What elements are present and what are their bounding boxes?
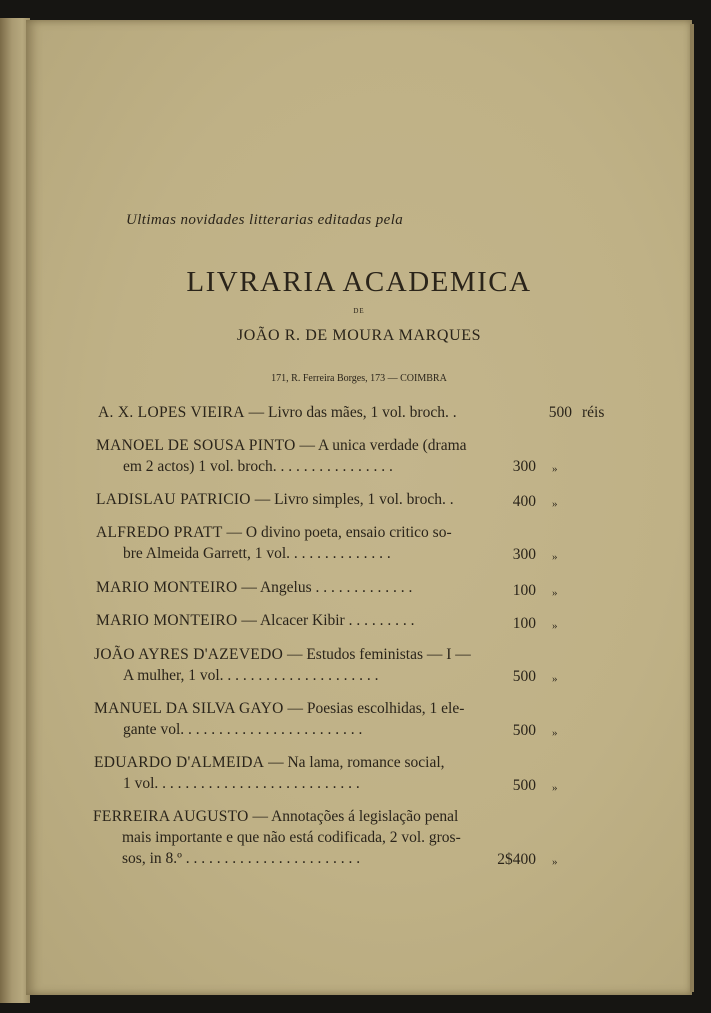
entry-description: — Na lama, romance social, xyxy=(264,754,445,771)
entry-unit: » xyxy=(552,463,558,475)
entry-price: 100 xyxy=(512,615,536,632)
entry-price: 500 xyxy=(512,777,536,794)
entry-unit: » xyxy=(552,782,558,794)
entry-description-cont: em 2 actos) 1 vol. broch. . . . . . . . . . . . . . . . xyxy=(123,458,393,475)
entry-unit: » xyxy=(552,673,558,685)
entry-unit: » xyxy=(552,727,558,739)
entry-price: 500 xyxy=(512,668,536,685)
book-page xyxy=(26,20,692,995)
publisher-address: 171, R. Ferreira Borges, 173 — COIMBRA xyxy=(271,373,447,384)
entry-description: — Poesias escolhidas, 1 ele- xyxy=(283,700,465,717)
entry-author: ALFREDO PRATT xyxy=(96,524,223,541)
entry-description: — Estudos feministas — I — xyxy=(283,646,471,663)
entry-description-cont: A mulher, 1 vol. . . . . . . . . . . . . . . . . . . . . xyxy=(123,667,379,684)
entry-author: MANOEL DE SOUSA PINTO xyxy=(96,437,296,454)
entry-description-cont: gante vol. . . . . . . . . . . . . . . . . . . . . . . . xyxy=(123,721,363,738)
entry-author: LADISLAU PATRICIO xyxy=(96,491,251,508)
entry-description: — O divino poeta, ensaio critico so- xyxy=(222,524,452,541)
entry-description: — Livro simples, 1 vol. broch. . xyxy=(250,491,454,508)
entry-author: EDUARDO D'ALMEIDA xyxy=(94,754,265,771)
entry-author: FERREIRA AUGUSTO xyxy=(93,808,249,825)
entry-price: 500 xyxy=(512,722,536,739)
page-title: LIVRARIA ACADEMICA xyxy=(186,266,532,298)
entry-author: MANUEL DA SILVA GAYO xyxy=(94,700,284,717)
entry-description: — Livro das mães, 1 vol. broch. . xyxy=(244,404,457,421)
entry-price: 500 xyxy=(548,404,572,421)
entry-unit: » xyxy=(552,587,558,599)
entry-unit: » xyxy=(552,551,558,563)
entry-description-cont: 1 vol. . . . . . . . . . . . . . . . . . . . . . . . . . . xyxy=(123,775,360,792)
intro-text: Ultimas novidades litterarias editadas pela xyxy=(126,212,404,228)
entry-description: — A unica verdade (drama xyxy=(295,437,467,454)
entry-unit: » xyxy=(552,856,558,868)
entry-price: 2$400 xyxy=(497,851,536,868)
entry-description-cont: bre Almeida Garrett, 1 vol. . . . . . . . . . . . . . xyxy=(123,545,391,562)
entry-price: 100 xyxy=(512,582,536,599)
entry-unit: » xyxy=(552,620,558,632)
publisher-name: JOÃO R. DE MOURA MARQUES xyxy=(236,327,482,344)
entry-unit: » xyxy=(552,498,558,510)
entry-price: 300 xyxy=(512,458,536,475)
entry-description-cont: sos, in 8.º . . . . . . . . . . . . . . . . . . . . . . . xyxy=(122,850,361,867)
entry-author: MARIO MONTEIRO xyxy=(96,612,238,629)
entry-description: — Annotações á legislação penal xyxy=(248,808,459,825)
entry-author: MARIO MONTEIRO xyxy=(96,579,238,596)
entry-price: 300 xyxy=(512,546,536,563)
entry-description: — Alcacer Kibir . . . . . . . . . xyxy=(237,612,415,629)
entry-author: A. X. LOPES VIEIRA xyxy=(98,404,245,421)
entry-unit: réis xyxy=(582,404,605,421)
entry-description: — Angelus . . . . . . . . . . . . . xyxy=(237,579,413,596)
entry-description-cont: mais importante e que não está codificada, 2 vol. gros- xyxy=(122,829,461,846)
page-edge xyxy=(690,24,694,992)
entry-author: JOÃO AYRES D'AZEVEDO xyxy=(94,646,284,663)
de-label: DE xyxy=(353,307,365,315)
entry-price: 400 xyxy=(512,493,536,510)
